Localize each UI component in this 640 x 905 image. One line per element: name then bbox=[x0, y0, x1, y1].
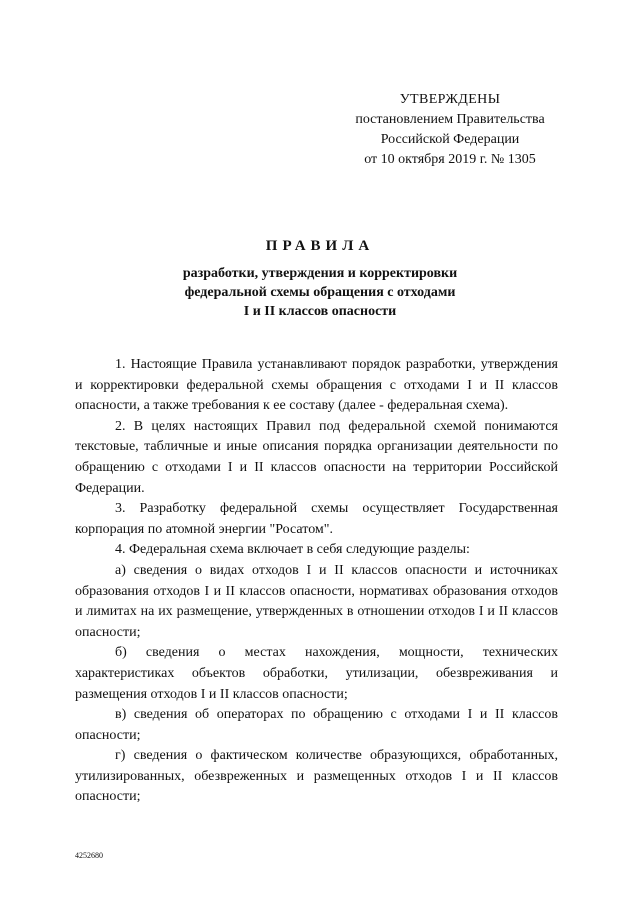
subtitle-line: I и II классов опасности bbox=[243, 304, 397, 319]
approval-date-number: от 10 октября 2019 г. № 1305 bbox=[364, 152, 536, 167]
paragraph-4b: б) сведения о местах нахождения, мощности, технических характеристиках объектов обработки, утилизации, обезвреживания и размещения отходов I и II классов опасности; bbox=[75, 645, 558, 702]
paragraph-4c: в) сведения об операторах по обращению с отходами I и II классов опасности; bbox=[75, 707, 558, 743]
paragraph-4d: г) сведения о фактическом количестве образующихся, обработанных, утилизированных, обезвреженных и размещенных отходов I и II классов опасности; bbox=[75, 748, 558, 805]
approval-country: Российской Федерации bbox=[380, 132, 520, 147]
approval-heading: УТВЕРЖДЕНЫ bbox=[399, 92, 501, 107]
paragraph-2: 2. В целях настоящих Правил под федеральной схемой понимаются текстовые, табличные и иные описания порядка организации деятельности по обращению с отходами I и II классов опасности на территории Российской Федерации. bbox=[75, 418, 558, 496]
paragraph-3: 3. Разработку федеральной схемы осуществляет Государственная корпорация по атомной энергии "Росатом". bbox=[75, 501, 558, 537]
paragraph-4: 4. Федеральная схема включает в себя следующие разделы: bbox=[115, 542, 470, 558]
document-code: 4252680 bbox=[75, 851, 103, 860]
subtitle-line: разработки, утверждения и корректировки bbox=[182, 266, 458, 281]
paragraph-1: 1. Настоящие Правила устанавливают порядок разработки, утверждения и корректировки федеральной схемы обращения с отходами I и II классов опасности, а также требования к ее составу (далее - федеральная схема). bbox=[75, 357, 558, 414]
document-body bbox=[75, 355, 558, 808]
subtitle-line: федеральной схемы обращения с отходами bbox=[184, 285, 456, 300]
document-title: ПРАВИЛА bbox=[265, 238, 375, 254]
approval-stamp-block bbox=[330, 90, 570, 170]
paragraph-4a: а) сведения о видах отходов I и II классов опасности и источниках образования отходов I и II классов опасности, нормативах образования отходов и лимитах на их размещение, утвержденных в отношении отходов I и II классов опасности; bbox=[75, 562, 558, 640]
document-subtitle bbox=[0, 264, 640, 321]
approval-authority: постановлением Правительства bbox=[355, 112, 545, 127]
